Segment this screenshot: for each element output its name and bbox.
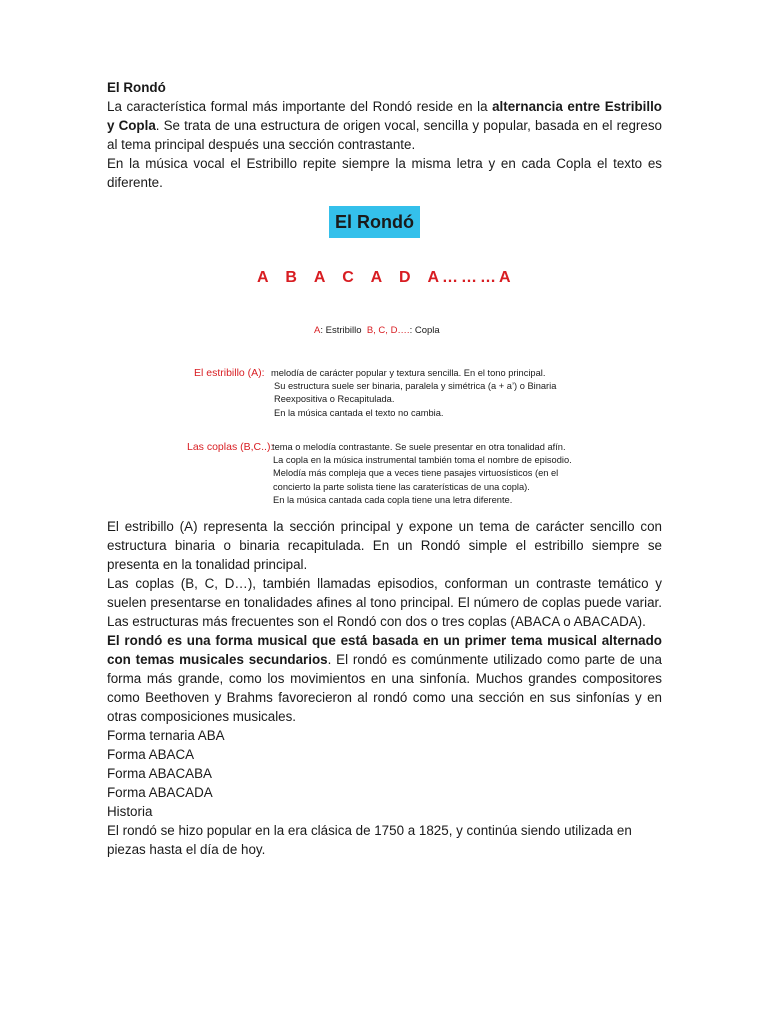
estribillo-label: El estribillo (A): <box>194 367 265 379</box>
legend-a-label: A <box>314 325 321 336</box>
estribillo-line: Reexpositiva o Recapitulada. <box>274 394 395 405</box>
legend-bcd-text: : Copla <box>409 325 440 336</box>
body-paragraph-coplas: Las coplas (B, C, D…), también llamadas episodios, conforman un contraste temático y suelen presentarse en tonalidades afines al tono principal. El número de coplas puede variar. Las estructuras más frecuentes son el Rondó con dos o tres coplas (ABACA o ABACADA). <box>107 576 662 629</box>
rondo-diagram <box>107 202 662 517</box>
coplas-line: En la música cantada cada copla tiene una letra diferente. <box>273 494 513 505</box>
coplas-line: concierto la parte solista tiene las caraterísticas de una copla). <box>273 481 530 492</box>
intro-p1-text-a: La característica formal más importante del Rondó reside en la <box>107 99 493 114</box>
body-paragraph-rondo <box>107 631 662 726</box>
diagram-title: El Rondó <box>329 206 420 238</box>
rondo-definition-bold: El rondó es una forma musical que está basada en un primer tema musical alternado con temas musicales secundarios <box>107 633 662 667</box>
coplas-line: Melodía más compleja que a veces tiene pasajes virtuosísticos (en el <box>273 468 559 479</box>
legend-bcd-label: B, C, D…. <box>366 325 410 336</box>
coplas-line: tema o melodía contrastante. Se suele presentar en otra tonalidad afín. <box>272 442 566 452</box>
form-item: Forma ABACA <box>107 747 195 762</box>
intro-paragraph-2: En la música vocal el Estribillo repite siempre la misma letra y en cada Copla el texto es diferente. <box>107 156 662 190</box>
intro-paragraph-1 <box>107 97 662 154</box>
form-item: Forma ABACADA <box>107 785 213 800</box>
form-item: Forma ternaria ABA <box>107 728 225 743</box>
history-text: El rondó se hizo popular en la era clásica de 1750 a 1825, y continúa siendo utilizada en piezas hasta el día de hoy. <box>107 823 632 857</box>
document-page <box>107 78 662 859</box>
rondo-definition-rest: . El rondó es comúnmente utilizado como parte de una forma más grande, como los movimientos en una sinfonía. Muchos grandes compositores como Beethoven y Brahms favorecieron al rondó como una sección en sus sinfonías y en otras composiciones musicales. <box>107 652 662 724</box>
coplas-line: La copla en la música instrumental también toma el nombre de episodio. <box>273 455 572 466</box>
estribillo-lines <box>271 367 556 420</box>
history-heading: Historia <box>107 804 153 819</box>
coplas-label: Las coplas (B,C..): <box>187 441 274 453</box>
doc-title: El Rondó <box>107 80 166 95</box>
intro-p1-text-b: . Se trata de una estructura de origen vocal, sencilla y popular, basada en el regreso al tema principal después una sección contrastante. <box>107 118 662 152</box>
intro-p1-bold: alternancia entre Estribillo y Copla <box>107 99 662 133</box>
legend-a-text: : Estribillo <box>320 325 362 336</box>
form-item: Forma ABACABA <box>107 766 212 781</box>
coplas-lines <box>272 441 572 507</box>
body-paragraph-estribillo: El estribillo (A) representa la sección principal y expone un tema de carácter sencillo con estructura binaria o binaria recapitulada. En un Rondó simple el estribillo siempre se presenta en la tonalidad principal. <box>107 519 662 572</box>
rondo-sequence: A B A C A D A………A <box>257 269 514 286</box>
estribillo-line: Su estructura suele ser binaria, paralela y simétrica (a + a’) o Binaria <box>274 381 557 392</box>
estribillo-line: melodía de carácter popular y textura sencilla. En el tono principal. <box>271 368 546 378</box>
estribillo-line: En la música cantada el texto no cambia. <box>274 407 444 418</box>
diagram-legend <box>314 321 440 340</box>
